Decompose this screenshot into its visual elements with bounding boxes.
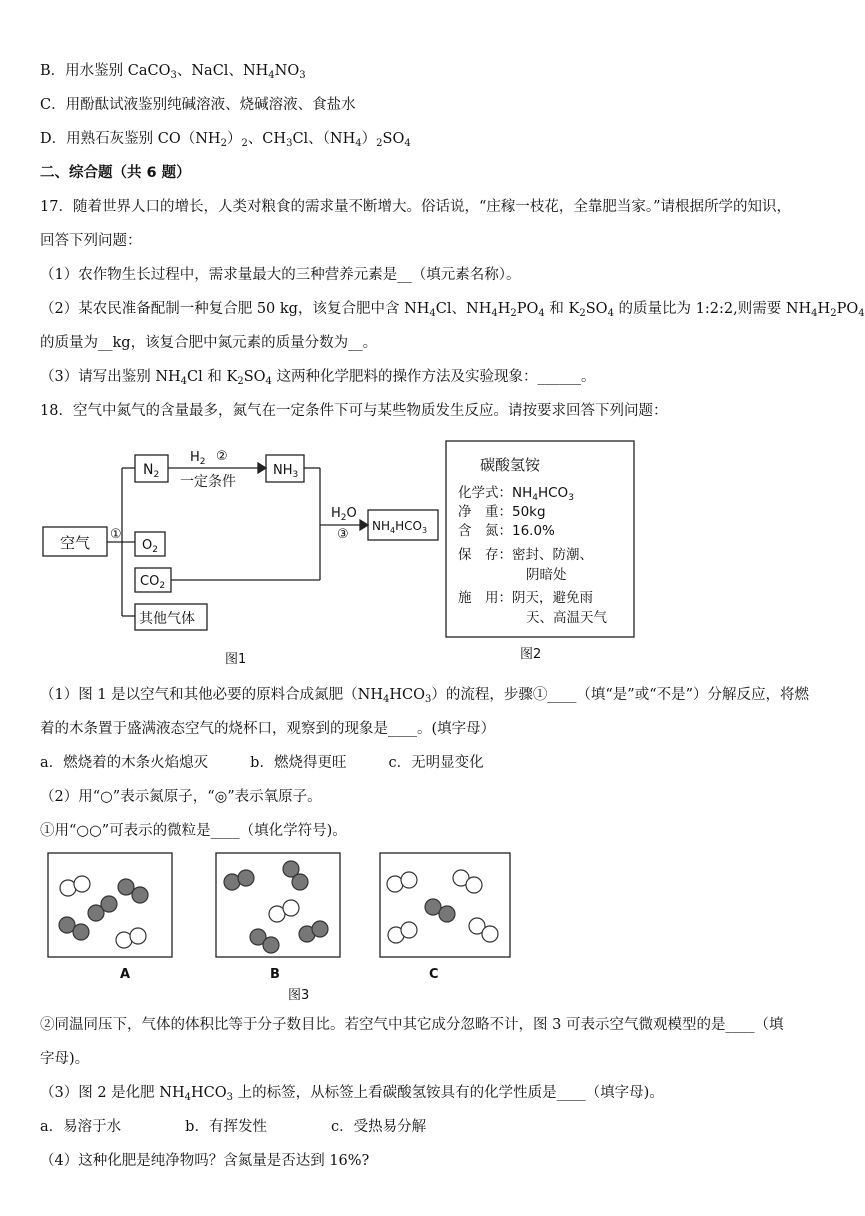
q18-part2: （2）用“○”表示氮原子，“◎”表示氧原子。 [40, 789, 322, 805]
fig2-title: 碳酸氢铵 [480, 456, 541, 474]
fig2-net-weight: 净 重：50kg [458, 504, 546, 520]
q17-part2-line2: 的质量为__kg，该复合肥中氮元素的质量分数为__。 [40, 335, 378, 351]
fig2-nitrogen: 含 氮：16.0% [458, 523, 555, 539]
option-c: C．用酚酞试液鉴别纯碱溶液、烧碱溶液、食盐水 [40, 97, 356, 113]
q17-part1: （1）农作物生长过程中，需求量最大的三种营养元素是__（填元素名称）。 [40, 267, 521, 283]
option-d: D．用熟石灰鉴别 $CO(NH_2)_2$、$CH_3Cl$、$(NH_4)_2SO_4$ [40, 131, 411, 149]
q18-part1-line1: （1）图 1 是以空气和其他必要的原料合成氮肥$(NH_4HCO_3)$的流程，步骤①____（填“是”或“不是”）分解反应，将燃 [40, 687, 810, 705]
fig1-co2: $CO_2$ [140, 574, 166, 591]
fig1-h2o: $H_2O$ [331, 506, 357, 523]
fig1-o2: $O_2$ [142, 538, 158, 555]
figure-1-flowchart [40, 438, 450, 670]
fig1-air-label: 空气 [59, 534, 91, 552]
q17-intro-line1: 17．随着世界人口的增长，人类对粮食的需求量不断增大。俗话说，“庄稼一枝花，全靠肥当家。”请根据所学的知识， [40, 199, 792, 215]
q18-part2-q1: ①用“○○”可表示的微粒是____（填化学符号)。 [40, 823, 347, 839]
q17-part3: （3）请写出鉴别 $NH_4Cl$ 和 $K_2SO_4$ 这两种化学肥料的操作方法及实验现象：______。 [40, 369, 596, 387]
q17-intro-line2: 回答下列问题： [40, 233, 142, 249]
fig1-condition: 一定条件 [180, 474, 236, 490]
fig3-caption: 图3 [288, 988, 310, 1003]
fig2-storage-2: 阴暗处 [526, 567, 567, 583]
q18-part3-options: a．易溶于水 b．有挥发性 c．受热易分解 [40, 1119, 427, 1135]
figure-3-particle-models [40, 850, 520, 1010]
fig3-label-b: B [270, 967, 280, 982]
fig2-formula: 化学式：$NH_4HCO_3$ [458, 485, 574, 503]
figure-2-label [440, 438, 640, 666]
q18-part3: （3）图 2 是化肥 $NH_4HCO_3$ 上的标签，从标签上看碳酸氢铵具有的化学性质是____（填字母)。 [40, 1085, 664, 1103]
q17-part2-line1: （2）某农民准备配制一种复合肥 50 kg，该复合肥中含 $NH_4Cl$、$NH_4H_2PO_4$ 和 $K_2SO_4$ 的质量比为 1:2:2,则需要 $NH_4H_2PO_4$ [40, 301, 865, 319]
q18-part2-q2-line1: ②同温同压下，气体的体积比等于分子数目比。若空气中其它成分忽略不计，图 3 可表示空气微观模型的是____（填 [40, 1017, 784, 1033]
fig3-label-a: A [120, 967, 131, 982]
option-b: B．用水鉴别 CaCO$_3$、NaCl、$NH_4NO_3$ [40, 63, 306, 81]
fig3-label-c: C [429, 967, 439, 982]
fig1-product: $NH_4HCO_3$ [372, 519, 428, 535]
fig1-n2: $N_2$ [143, 462, 160, 480]
q18-part1-options: a．燃烧着的木条火焰熄灭 b．燃烧得更旺 c．无明显变化 [40, 755, 484, 771]
fig1-step1: ① [110, 527, 122, 542]
fig2-caption: 图2 [520, 647, 542, 662]
q18-intro: 18．空气中氮气的含量最多，氮气在一定条件下可与某些物质发生反应。请按要求回答下列问题： [40, 403, 668, 419]
fig2-usage-2: 天、高温天气 [526, 610, 607, 626]
q18-part2-q2-line2: 字母)。 [40, 1051, 90, 1067]
fig1-step2: ② [216, 449, 228, 464]
fig1-h2: $H_2$ [190, 450, 206, 467]
fig1-nh3: $NH_3$ [273, 463, 299, 480]
fig2-usage: 施 用：阴天，避免雨 [458, 590, 593, 606]
fig1-caption: 图1 [225, 652, 247, 667]
fig1-step3: ③ [337, 527, 349, 542]
fig1-other-gases: 其他气体 [139, 611, 195, 627]
q18-part1-line2: 着的木条置于盛满液态空气的烧杯口，观察到的现象是____。(填字母） [40, 721, 496, 737]
fig2-storage: 保 存：密封、防潮、 [458, 547, 593, 563]
section-heading: 二、综合题（共 6 题） [40, 165, 191, 181]
q18-part4: （4）这种化肥是纯净物吗？含氮量是否达到 16%? [40, 1153, 370, 1169]
